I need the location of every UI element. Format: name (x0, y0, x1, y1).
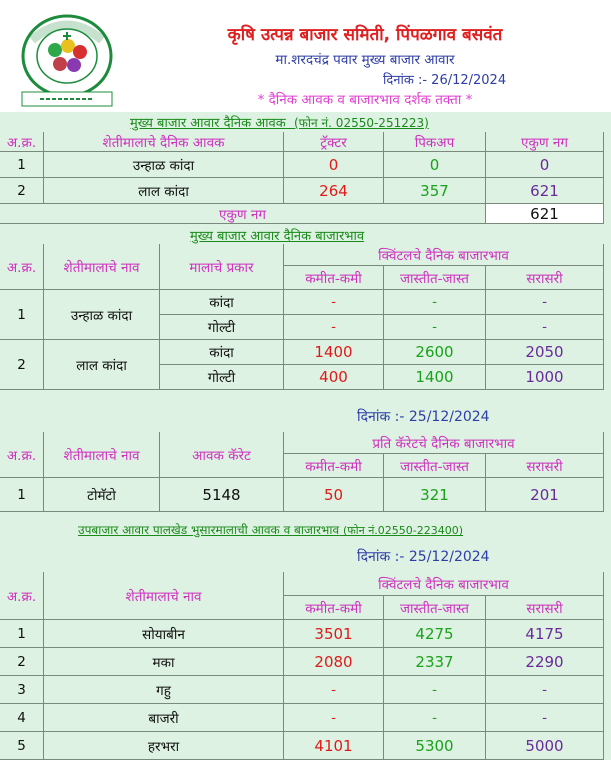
sub-header-no: अ.क्र. (0, 572, 44, 620)
sub-header-name: शेतीमालाचे नाव (44, 572, 284, 620)
sub-min: 4101 (284, 732, 384, 760)
rate-min: 400 (284, 365, 384, 390)
table-row-name: सोयाबीन (44, 620, 284, 648)
rate-avg: - (486, 315, 604, 340)
table-row-no: 5 (0, 732, 44, 760)
table-row-name: लाल कांदा (44, 178, 284, 204)
sub-min: 2080 (284, 648, 384, 676)
rate-avg: 2050 (486, 340, 604, 365)
rate-max: 1400 (384, 365, 486, 390)
rate-type: गोल्टी (160, 365, 284, 390)
arrivals-grand-total: 621 (486, 204, 604, 224)
rate-type: कांदा (160, 340, 284, 365)
sub-avg: - (486, 704, 604, 732)
table-row-no: 1 (0, 620, 44, 648)
sub-subheader-avg: सरासरी (486, 596, 604, 620)
rates-subheader-max: जास्तीत-जास्त (384, 266, 486, 290)
arrivals-total-value: 0 (486, 152, 604, 178)
page-title: कृषि उत्पन्न बाजार समिती, पिंपळगाव बसवंत (227, 25, 503, 45)
table-row-name: उन्हाळ कांदा (44, 152, 284, 178)
arrivals-tractor-value: 264 (284, 178, 384, 204)
tomato-subheader-avg: सरासरी (486, 454, 604, 478)
sub-max: - (384, 704, 486, 732)
rates-subheader-min: कमीत-कमी (284, 266, 384, 290)
table-row-name: हरभरा (44, 732, 284, 760)
banner-text: * दैनिक आवक व बाजारभाव दर्शक तक्ता * (257, 92, 473, 108)
table-row-name: बाजरी (44, 704, 284, 732)
sub-subheader-max: जास्तीत-जास्त (384, 596, 486, 620)
arrivals-tractor-value: 0 (284, 152, 384, 178)
sub-market-date: दिनांक :- 25/12/2024 (357, 549, 490, 565)
rate-avg: 1000 (486, 365, 604, 390)
tomato-max: 321 (384, 478, 486, 512)
sub-header-quintal: क्विंटलचे दैनिक बाजारभाव (284, 572, 604, 596)
sub-avg: - (486, 676, 604, 704)
tomato-header-crates: आवक कॅरेट (160, 432, 284, 478)
sub-max: - (384, 676, 486, 704)
table-row-no: 1 (0, 152, 44, 178)
tomato-header-name: शेतीमालाचे नाव (44, 432, 160, 478)
rate-min: 1400 (284, 340, 384, 365)
tomato-header-no: अ.क्र. (0, 432, 44, 478)
arrivals-pickup-value: 357 (384, 178, 486, 204)
rate-type: कांदा (160, 290, 284, 315)
table-row-no: 2 (0, 340, 44, 390)
sub-avg: 4175 (486, 620, 604, 648)
report-date: दिनांक :- 26/12/2024 (383, 73, 507, 88)
header (0, 0, 611, 112)
rate-max: 2600 (384, 340, 486, 365)
tomato-crates: 5148 (160, 478, 284, 512)
rates-header-no: अ.क्र. (0, 244, 44, 290)
sub-avg: 5000 (486, 732, 604, 760)
rates-header-name: शेतीमालाचे नाव (44, 244, 160, 290)
sub-avg: 2290 (486, 648, 604, 676)
table-row-no: 4 (0, 704, 44, 732)
rates-title: मुख्य बाजार आवार दैनिक बाजारभाव (190, 229, 365, 244)
arrivals-pickup-value: 0 (384, 152, 486, 178)
rates-header-type: मालाचे प्रकार (160, 244, 284, 290)
arrivals-title: मुख्य बाजार आवार दैनिक आवक (फोन नं. 02550-251223) (130, 116, 429, 131)
tomato-subheader-max: जास्तीत-जास्त (384, 454, 486, 478)
arrivals-header-total: एकुण नग (486, 132, 604, 152)
sub-market-title: उपबाजार आवार पालखेड भुसारमालाची आवक व बाजारभाव (फोन नं.02550-223400) (78, 523, 464, 537)
arrivals-total-value: 621 (486, 178, 604, 204)
rates-subheader-avg: सरासरी (486, 266, 604, 290)
tomato-min: 50 (284, 478, 384, 512)
table-row-name: उन्हाळ कांदा (44, 290, 160, 340)
tomato-avg: 201 (486, 478, 604, 512)
arrivals-header-no: अ.क्र. (0, 132, 44, 152)
page-subtitle: मा.शरदचंद्र पवार मुख्य बाजार आवार (275, 52, 455, 68)
rate-min: - (284, 290, 384, 315)
table-row-no: 2 (0, 648, 44, 676)
table-row-name: मका (44, 648, 284, 676)
sub-min: 3501 (284, 620, 384, 648)
table-row-name: गहु (44, 676, 284, 704)
sub-max: 2337 (384, 648, 486, 676)
rate-type: गोल्टी (160, 315, 284, 340)
tomato-header-crate-rate: प्रति कॅरेटचे दैनिक बाजारभाव (284, 432, 604, 454)
rates-header-quintal: क्विंटलचे दैनिक बाजारभाव (284, 244, 604, 266)
arrivals-header-name: शेतीमालाचे दैनिक आवक (44, 132, 284, 152)
arrivals-header-tractor: ट्रॅक्टर (284, 132, 384, 152)
table-row-no: 1 (0, 478, 44, 512)
sub-min: - (284, 704, 384, 732)
sub-max: 5300 (384, 732, 486, 760)
sub-max: 4275 (384, 620, 486, 648)
arrivals-header-pickup: पिकअप (384, 132, 486, 152)
table-row-no: 1 (0, 290, 44, 340)
rate-avg: - (486, 290, 604, 315)
tomato-subheader-min: कमीत-कमी (284, 454, 384, 478)
table-row-no: 2 (0, 178, 44, 204)
sub-min: - (284, 676, 384, 704)
table-row-name: टोमॅटो (44, 478, 160, 512)
market-committee-logo (10, 12, 124, 108)
tomato-date: दिनांक :- 25/12/2024 (357, 409, 490, 425)
rate-max: - (384, 315, 486, 340)
rate-max: - (384, 290, 486, 315)
rate-min: - (284, 315, 384, 340)
table-row-name: लाल कांदा (44, 340, 160, 390)
table-row-no: 3 (0, 676, 44, 704)
arrivals-total-label: एकुण नग (0, 204, 486, 224)
sub-subheader-min: कमीत-कमी (284, 596, 384, 620)
